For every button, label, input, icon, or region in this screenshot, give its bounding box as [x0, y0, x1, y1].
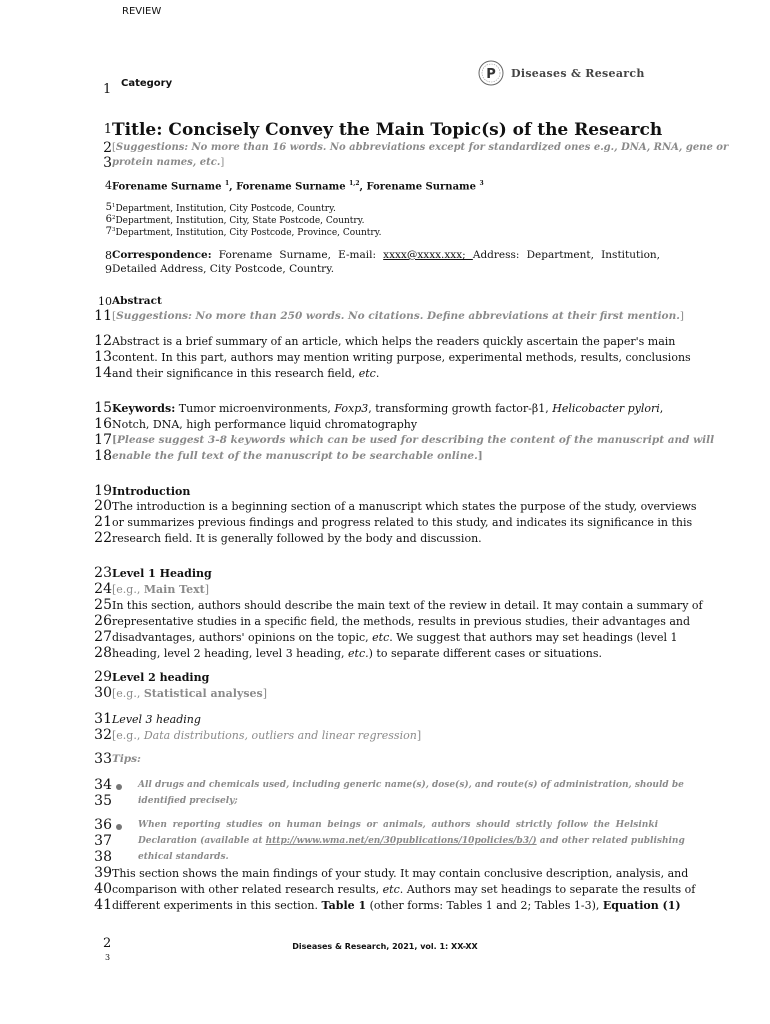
text-run: Tips:	[112, 753, 141, 765]
text-line	[112, 615, 691, 628]
line-number: 15	[94, 400, 112, 417]
text-line	[112, 351, 691, 364]
text-run: Department, Institution, City Postcode, Province, Country.	[115, 228, 382, 238]
page-sub-number: 3	[105, 953, 111, 962]
text-run: protein names, etc.	[112, 157, 221, 168]
text-line	[112, 310, 684, 322]
text-run: Abstract is a brief summary of an article, which helps the readers quickly ascertain the paper's main	[112, 335, 676, 348]
text-run: Suggestions: No more than 250 words. No citations. Define abbreviations at their first mention.	[116, 310, 680, 322]
line-number: 28	[94, 645, 112, 662]
text-run: and their significance in this research field,	[112, 367, 359, 380]
text-run: Department, Institution, City, State Postcode, Country.	[115, 216, 365, 226]
text-run: Tumor microenvironments,	[175, 402, 335, 415]
text-run: Table 1	[321, 899, 367, 912]
text-run: ethical standards.	[138, 852, 229, 862]
text-line	[112, 583, 660, 596]
text-run: . Authors may set headings to separate the results of	[399, 883, 696, 896]
text-run: Equation (1)	[602, 899, 681, 912]
text-line	[138, 780, 684, 790]
text-line	[138, 852, 658, 862]
line-number: 33	[94, 750, 112, 767]
text-line	[112, 227, 660, 238]
text-line	[112, 500, 697, 513]
text-run: Helicobacter pylori	[552, 402, 660, 415]
line-number: 11	[94, 307, 112, 324]
text-line	[112, 729, 660, 742]
text-line	[112, 120, 663, 140]
text-run: etc	[382, 883, 400, 896]
inline-link[interactable]: http://www.wma.net/en/30publications/10policies/b3/)	[265, 836, 537, 846]
text-line	[112, 418, 660, 431]
text-run: heading, level 2 heading, level 3 heading,	[112, 647, 349, 660]
text-line	[112, 867, 689, 880]
line-number: 21	[94, 514, 112, 531]
text-run: etc	[358, 367, 376, 380]
text-run: Detailed Address, City Postcode, Country.	[112, 263, 335, 275]
text-line	[112, 180, 660, 192]
text-run: Notch, DNA, high performance liquid chromatography	[112, 418, 418, 431]
text-line	[138, 836, 685, 846]
text-run: Data distributions, outliers and linear regression	[143, 729, 417, 742]
text-run: In this section, authors should describe the main text of the review in detail. It may contain a summary of	[112, 599, 703, 612]
line-number: 4	[105, 179, 112, 193]
line-number: 19	[94, 483, 112, 500]
text-run: All drugs and chemicals used, including generic name(s), dose(s), and route(s) of administration, should be	[138, 780, 684, 790]
text-run: ]	[220, 157, 225, 168]
review-label: REVIEW	[122, 6, 162, 17]
text-line	[112, 516, 693, 529]
text-run: Level 1 Heading	[112, 567, 212, 580]
line-number: 23	[94, 565, 112, 582]
text-run: Title: Concisely Convey the Main Topic(s) of the Research	[112, 120, 663, 140]
text-line	[112, 203, 660, 214]
line-number: 7	[105, 226, 112, 238]
text-run: . We suggest that authors may set headings (level 1	[389, 631, 678, 644]
line-number: 40	[94, 881, 112, 898]
line-number: 37	[94, 833, 112, 849]
bullet-icon	[116, 784, 122, 790]
text-run: 3	[112, 227, 116, 233]
text-line	[112, 450, 660, 462]
journal-name: Diseases & Research	[511, 67, 645, 80]
text-run: ]	[416, 729, 422, 742]
line-number: 38	[94, 849, 112, 865]
line-number: 29	[94, 669, 112, 686]
text-line	[112, 599, 703, 612]
text-line	[112, 713, 660, 726]
text-run: Declaration (available at	[138, 836, 266, 846]
text-run: representative studies in a specific field, the methods, results in previous studies, their advantages and	[112, 615, 691, 628]
text-run: Please suggest 3-8 keywords which can be used for describing the content of the manuscript and will	[116, 434, 715, 446]
text-line	[112, 263, 660, 275]
text-line	[112, 335, 676, 348]
text-run: 1	[112, 203, 116, 209]
text-run: ) to separate different cases or situations.	[368, 647, 603, 660]
text-line	[112, 631, 678, 644]
line-number: 1	[103, 82, 112, 97]
text-run: disadvantages, authors' opinions on the topic,	[112, 631, 373, 644]
text-line	[112, 753, 660, 765]
text-line	[112, 899, 681, 912]
text-line	[112, 215, 660, 226]
line-number: 34	[94, 777, 112, 793]
text-run: ]	[204, 583, 210, 596]
text-line	[112, 567, 660, 580]
text-run: Level 2 heading	[112, 671, 210, 684]
text-line	[112, 647, 660, 660]
text-run: Forename Surname	[112, 181, 225, 193]
line-number: 30	[94, 685, 112, 702]
text-run: [e.g.,	[112, 729, 144, 742]
text-run: 1,2	[349, 180, 360, 187]
text-run: 3	[479, 180, 484, 187]
line-number: 8	[105, 248, 112, 262]
text-line	[112, 367, 660, 380]
text-run: Introduction	[112, 485, 191, 498]
line-number: 12	[94, 333, 112, 350]
text-line	[112, 142, 729, 153]
line-number: 31	[94, 711, 112, 728]
text-run: Correspondence:	[112, 249, 212, 261]
text-line	[112, 402, 664, 415]
text-run: 2	[112, 215, 116, 221]
line-number: 1	[103, 122, 112, 138]
text-run: and other related publishing	[536, 836, 685, 846]
text-run: [e.g.,	[112, 583, 144, 596]
page-number: 2	[103, 936, 112, 951]
text-run: Foxp3	[334, 402, 369, 415]
text-run: enable the full text of the manuscript to be searchable online.	[112, 450, 478, 462]
text-run: ]	[262, 687, 268, 700]
text-run: [e.g.,	[112, 687, 144, 700]
category-label: Category	[121, 78, 173, 89]
text-run: content. In this part, authors may mention writing purpose, experimental methods, results, conclusions	[112, 351, 691, 364]
text-run: .	[375, 367, 380, 380]
text-line	[112, 295, 660, 307]
text-run: [	[112, 142, 116, 153]
text-run: ]	[477, 450, 483, 462]
text-run: different experiments in this section.	[112, 899, 322, 912]
line-number: 16	[94, 416, 112, 433]
text-run: , Forename Surname	[229, 181, 350, 193]
line-number: 14	[94, 365, 112, 382]
text-run: Keywords:	[112, 402, 176, 415]
line-number: 41	[94, 897, 112, 914]
text-run: research field. It is generally followed by the body and discussion.	[112, 532, 482, 545]
line-number: 3	[103, 154, 112, 171]
text-line	[112, 434, 715, 446]
text-run: (other forms: Tables 1 and 2; Tables 1-3),	[366, 899, 603, 912]
text-run: 1	[224, 180, 230, 187]
line-number: 25	[94, 597, 112, 614]
svg-text:P: P	[486, 67, 496, 82]
line-number: 2	[103, 139, 112, 156]
text-run: or summarizes previous findings and progress related to this study, and indicates its significance in this	[112, 516, 693, 529]
text-run: [	[112, 310, 117, 322]
line-number: 27	[94, 629, 112, 646]
text-run: This section shows the main findings of your study. It may contain conclusive description, analysis, and	[112, 867, 689, 880]
line-number: 24	[94, 581, 112, 598]
line-number: 9	[105, 262, 112, 276]
line-number: 22	[94, 530, 112, 547]
line-number: 17	[94, 431, 112, 448]
text-run: comparison with other related research results,	[112, 883, 383, 896]
line-number: 26	[94, 613, 112, 630]
text-line	[112, 249, 660, 261]
text-run: ]	[679, 310, 684, 322]
text-line	[138, 796, 658, 806]
line-number: 5	[105, 202, 112, 214]
line-number: 32	[94, 727, 112, 744]
line-number: 10	[98, 294, 112, 308]
text-line	[112, 687, 660, 700]
text-run: [	[112, 434, 117, 446]
text-line	[112, 485, 660, 498]
text-run: Forename Surname, E-mail:	[211, 249, 384, 261]
text-line	[112, 883, 696, 896]
line-number: 13	[94, 349, 112, 366]
text-line	[112, 532, 660, 545]
line-number: 20	[94, 498, 112, 515]
text-run: ,	[659, 402, 664, 415]
text-run: identified precisely;	[138, 796, 238, 806]
bullet-icon	[116, 824, 122, 830]
text-run: When reporting studies on human beings or animals, authors should strictly follow the Helsinki	[138, 820, 658, 830]
text-run: Statistical analyses	[143, 687, 263, 700]
line-number: 18	[94, 447, 112, 464]
text-line	[112, 671, 660, 684]
text-line	[138, 820, 658, 830]
journal-seal-icon	[473, 60, 513, 88]
text-run: etc	[372, 631, 390, 644]
line-number: 36	[94, 817, 112, 833]
text-run: Main Text	[143, 583, 205, 596]
text-run: , transforming growth factor-β1,	[368, 402, 553, 415]
text-run: Suggestions: No more than 16 words. No abbreviations except for standardized ones e.g., DNA, RNA, gene or	[115, 142, 729, 153]
text-run: etc.	[348, 647, 369, 660]
text-line	[112, 157, 660, 168]
text-run: Abstract	[112, 295, 162, 307]
text-run: Department, Institution, City Postcode, Country.	[115, 204, 336, 214]
text-run: Level 3 heading	[112, 713, 201, 726]
text-run: Address: Department, Institution,	[472, 249, 661, 261]
text-run: , Forename Surname	[359, 181, 480, 193]
line-number: 6	[105, 214, 112, 226]
footer-citation: Diseases & Research, 2021, vol. 1: XX-XX	[292, 942, 478, 951]
line-number: 35	[94, 793, 112, 809]
text-run: The introduction is a beginning section of a manuscript which states the purpose of the study, overviews	[112, 500, 697, 513]
inline-link[interactable]: xxxx@xxxx.xxx;	[383, 249, 473, 261]
line-number: 39	[94, 865, 112, 882]
